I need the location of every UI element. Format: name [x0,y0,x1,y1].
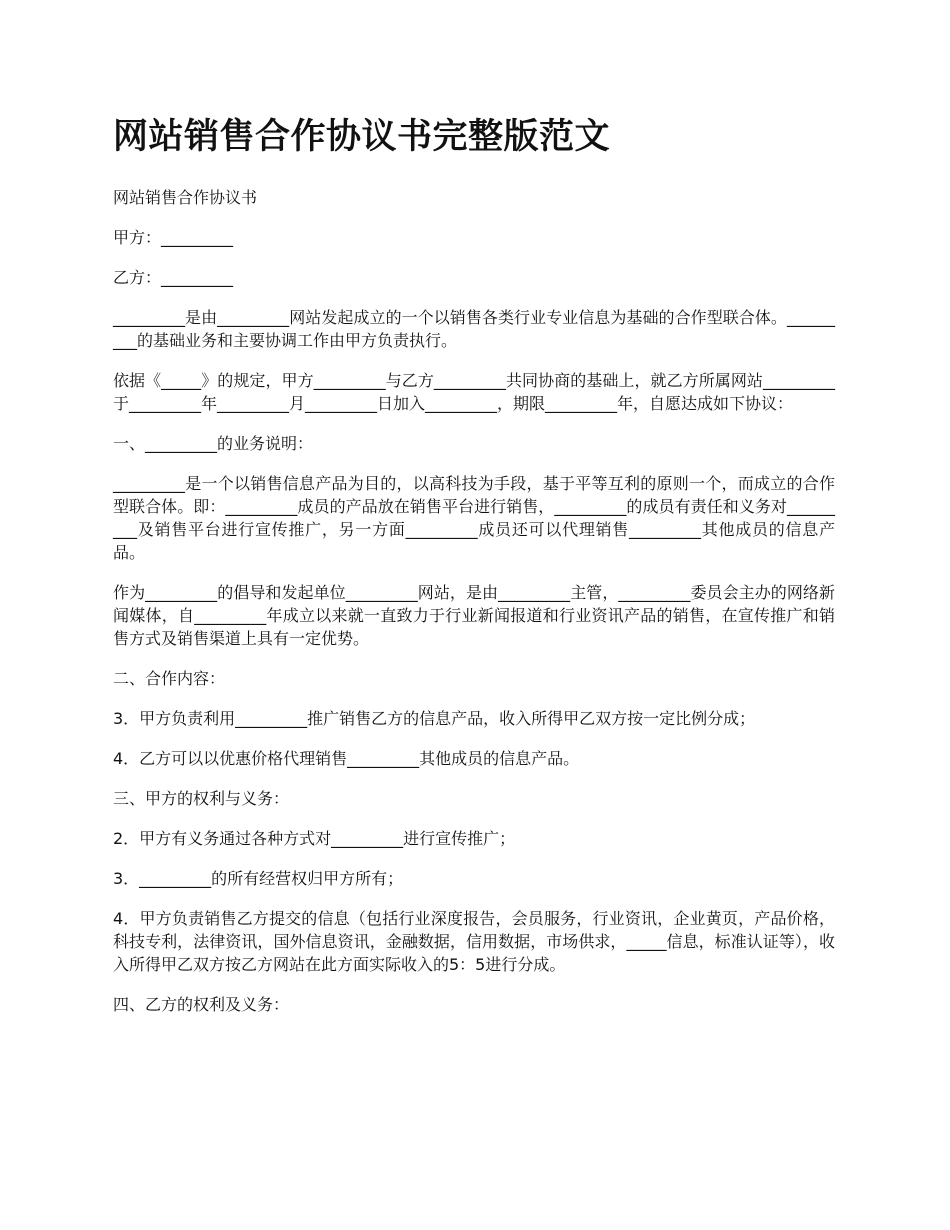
agreement-subtitle: 网站销售合作协议书 [113,188,258,207]
party-b-line: 乙方：_________ [113,268,234,287]
party-a-line: 甲方：_________ [113,228,234,247]
initiator-paragraph: 作为_________的倡导和发起单位_________网站，是由_________主管，_________委员会主办的网络新闻媒体，自_________年成立以来就一直致力于行业新闻报道和行业资讯产品的销售，在宣传推广和销售方式及销售渠道上具有一定优势。 [113,583,835,648]
cooperation-item-3: 3．甲方负责利用_________推广销售乙方的信息产品，收入所得甲乙双方按一定比例分成； [113,709,756,728]
intro-paragraph: _________是由_________网站发起成立的一个以销售各类行业专业信息为基础的合作型联合体。_________的基础业务和主要协调工作由甲方负责执行。 [113,308,835,350]
document-page [113,110,835,1033]
document-title: 网站销售合作协议书完整版范文 [113,117,611,157]
basis-paragraph: 依据《_____》的规定，甲方_________与乙方_________共同协商的基础上，就乙方所属网站_________于_________年_________月_________日加入_________，期限_________年，自愿达成如下协议： [113,371,835,413]
business-description-paragraph: _________是一个以销售信息产品为目的，以高科技为手段，基于平等互利的原则一个，而成立的合作型联合体。即：_________成员的产品放在销售平台进行销售，_________的成员有责任和义务对_________及销售平台进行宣传推广，另一方面_________成员还可以代理销售_________其他成员的信息产品。 [113,474,835,562]
party-a-duty-3: 3．_________的所有经营权归甲方所有； [113,869,404,888]
section-2-heading: 二、合作内容： [113,669,226,688]
party-a-duty-2: 2．甲方有义务通过各种方式对_________进行宣传推广； [113,829,516,848]
party-a-duty-4: 4．甲方负责销售乙方提交的信息（包括行业深度报告，会员服务，行业资讯，企业黄页，产品价格，科技专利，法律资讯，国外信息资讯，金融数据，信用数据，市场供求，_____信息，标准认证等），收入所得甲乙双方按乙方网站在此方面实际收入的5：5进行分成。 [113,909,835,974]
cooperation-item-4: 4．乙方可以以优惠价格代理销售_________其他成员的信息产品。 [113,749,580,768]
section-4-heading: 四、乙方的权利及义务： [113,995,290,1014]
section-3-heading: 三、甲方的权利与义务： [113,789,290,808]
section-1-heading: 一、_________的业务说明： [113,434,314,453]
